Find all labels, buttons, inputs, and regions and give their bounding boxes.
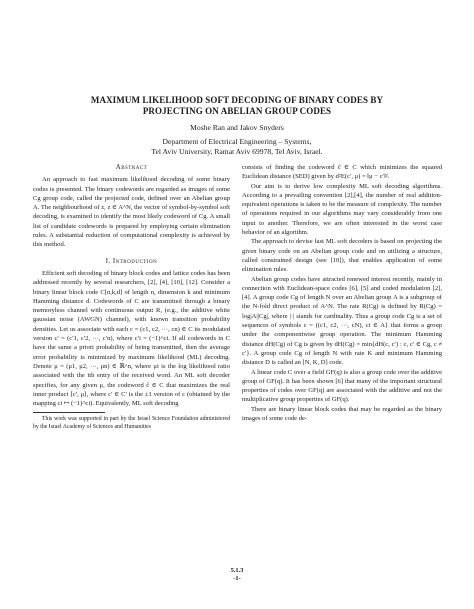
abstract-heading: Abstract (115, 164, 148, 171)
affiliation-line-1: Department of Electrical Engineering – Systems, (162, 137, 312, 146)
right-paragraph-3: The approach to devise fast ML soft decoders is based on projecting the given binary code on an Abelian group code and on utilizing a structure, called constrained design (see [10]), that enables application of some elimination rules. (242, 238, 442, 274)
title-line-1: MAXIMUM LIKELIHOOD SOFT DECODING OF BINARY CODES BY (90, 95, 384, 105)
abstract-text: An approach to fast maximum likelihood decoding of some binary codes is presented. The binary codewords are regarded as images of some Cg group code, called the projected code, defined over an Abelian group A. The neighbourhood of z, z ∈ A^N, the vector of symbol-by-symbol soft decoding, is examined to identify the most likely codeword of Cg. A small list of candidate codewords is prepared by employing certain elimination rules. A substantial reduction of computational complexity is achieved by this method. (33, 176, 230, 249)
title-line-2: PROJECTING ON ABELIAN GROUP CODES (142, 106, 332, 116)
right-paragraph-5: A linear code C over a field GF(q) is also a group code over the additive group of GF(q). It has been shown [6] that many of the important structural properties of codes over GF(q) are associated with the additive and not the multiplicative group properties of GF(q). (242, 368, 442, 404)
page-number (0, 567, 474, 583)
footnote: This work was supported in part by the Israel Science Foundation administered by the Israel Academy of Sciences and Humanities (33, 416, 230, 431)
right-paragraph-6: There are binary linear block codes that may be regarded as the binary images of some code de- (242, 405, 442, 423)
right-paragraph-4: Abelian group codes have attracted renewed interest recently, mainly in connection with Euclidean-space codes [6], [5] and coded modulation [2], [4]. A group code Cg of length N over an Abelian group A is a subgroup of the N-fold direct product of A^N. The rate R(Cg) is defined by R(Cg) = log|A||Cg|, where |·| stands for cardinality. Thus a group code Cg is a set of sequences of symbols c = ((c1, c2, ···, cN), ci ∈ A} that forms a group under the componentwise group operation. The minimum Hamming distance dH(Cg) of Cg is given by dH(Cg) = min{dH(c, c′) : c, c′ ∈ Cg, c ≠ c′}. A group code Cg of length N with rate K and minimum Hamming distance D is called an [N, K, D] code. (242, 275, 442, 367)
affiliation (0, 137, 474, 157)
paper-title (0, 95, 474, 117)
affiliation-line-2: Tel Aviv University, Ramat Aviv 69978, Tel Aviv, Israel. (151, 147, 323, 156)
footnote-rule (33, 412, 105, 413)
introduction-heading: I. Introduction (105, 257, 158, 265)
right-column (242, 163, 442, 423)
right-paragraph-2: Our aim is to derive low complexity ML soft decoding algorithms. According to a prevailing convention [2],[4], the number of real addition-equivalent operations is taken to be the measure of complexity. The number of operations required in our algorithms may vary considerably from one input to another. Therefore, we are often interested in the worst case behavior of an algorithm. (242, 182, 442, 237)
right-paragraph-1: consists of finding the codeword ĉ ∈ C which minimizes the squared Euclidean distance (SED) given by d²E(c′, μ) = ‖μ − c′‖². (242, 164, 442, 181)
introduction-paragraph: Efficient soft decoding of binary block codes and lattice codes has been addressed recently by several researchers, [2], [4], [10], [12]. Consider a binary linear block code C[n,k,d] of length n, dimension k and minimum Hamming distance d. Codewords of C are transmitted through a binary memoryless channel with continuous output R, (e.g., the additive white gaussian noise (AWGN) channel), with known transition probability densities. Let us associate with each c = (c1, c2, ···, cn) ∈ C its modulated version c′ = (c′1, c′2, ···, c′n), where c′i = (−1)^ci. If all codewords in C have the same a priori probability of being transmitted, then the average error probability is minimized by maximum likelihood (ML) decoding. Denote μ = (μ1, μ2, ···, μn) ∈ ℝ^n, where μi is the log likelihood ratio associated with the ith entry of the received word. An ML soft decoder specifies, for any given μ, the codeword ĉ ∈ C that maximizes the real inner product ⟨c′, μ⟩, where c′ ∈ C′ is the ±1 version of c (obtained by the mapping ci ↦ (−1)^ci). Equivalently, ML soft decoding (33, 269, 230, 408)
author-names: Moshe Ran and Jakov Snyders (190, 123, 284, 132)
page-number-sub: -1- (233, 575, 241, 582)
left-column (33, 163, 230, 431)
page-number-main: 5.1.3 (230, 567, 244, 574)
